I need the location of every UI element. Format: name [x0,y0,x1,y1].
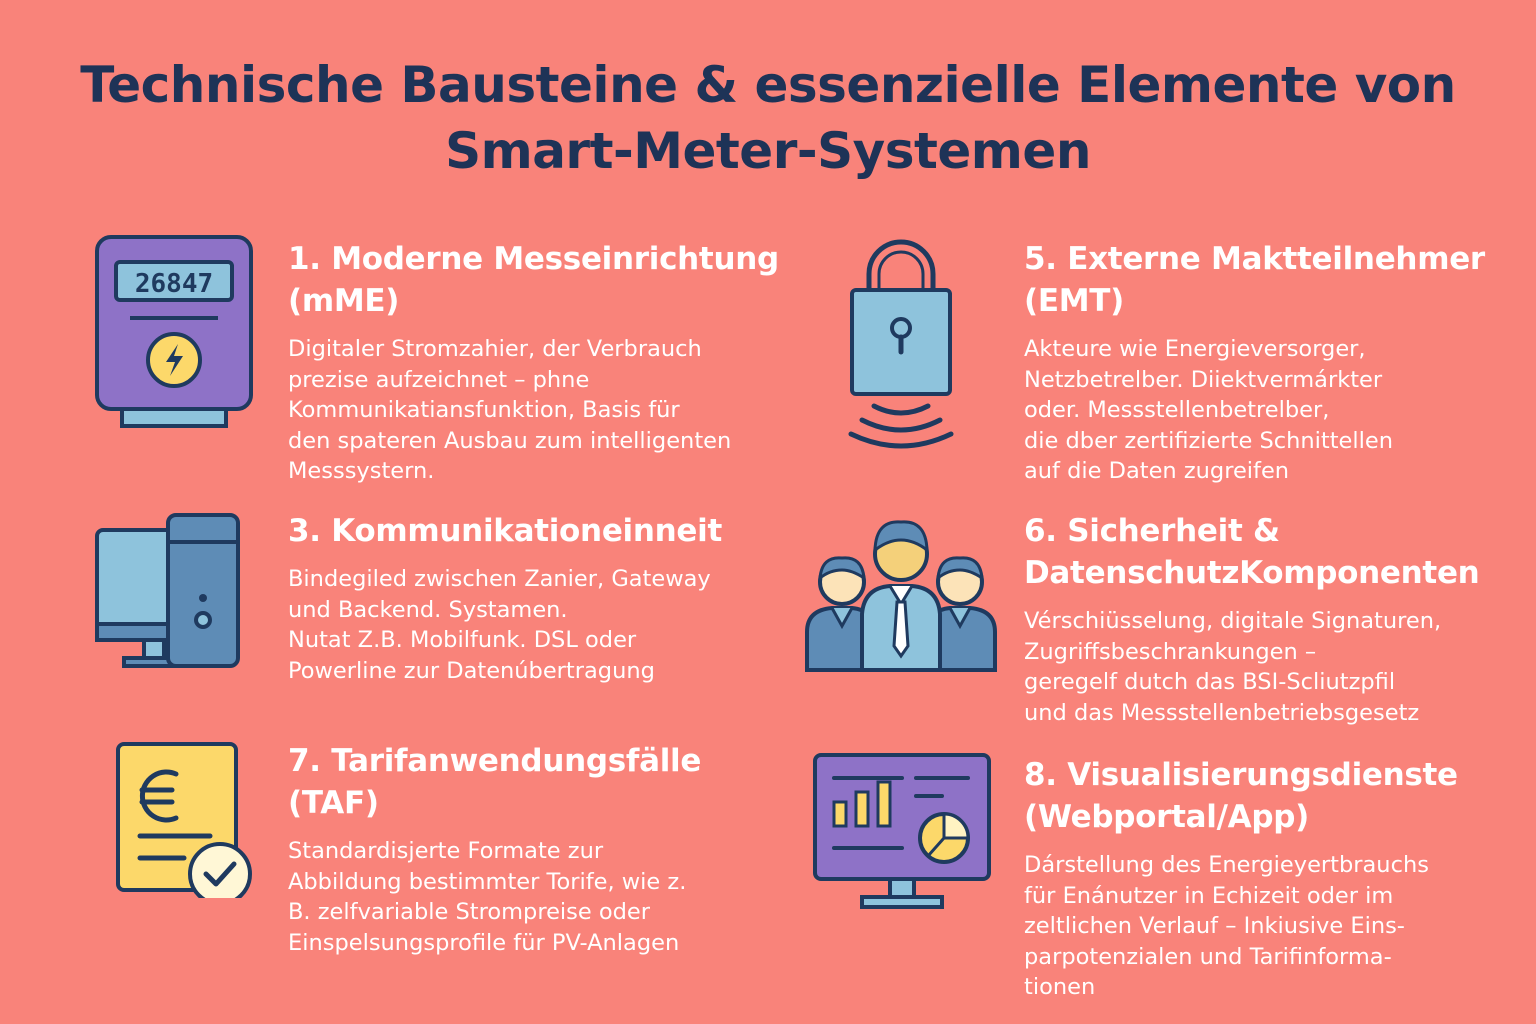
item-heading-line: 5. Externe Maktteilnehmer [1024,241,1485,277]
item-description-line: tionen [1024,974,1096,1000]
item-description-line: B. zelfvariable Strompreise oder [288,899,651,925]
item-description [288,564,722,686]
item-description-line: Digitaler Stromzahier, der Verbrauch [288,336,702,362]
item-description-line: zeltlichen Verlauf – Inkiusive Eins- [1024,913,1405,939]
item-heading [1024,238,1485,322]
item-description [1024,606,1479,728]
item-heading [1024,510,1479,594]
item-description-line: für Enánutzer in Echizeit oder im [1024,882,1394,909]
item-heading-line: (TAF) [288,785,379,821]
page-title-line-2: Smart-Meter-Systemen [445,122,1091,180]
item-heading-line: 6. Sicherheit & [1024,513,1280,549]
item-description-line: Akteure wie Energieversorger, [1024,336,1366,362]
item-description-line: geregelf dutch das BSI-Scliutzpfil [1024,669,1396,695]
item-heading-line: 7. Tarifanwendungsfälle [288,743,702,779]
item-description [1024,850,1458,1003]
item-description-line: Powerline zur Datenúbertragung [288,657,655,684]
item-description-line: auf die Daten zugreifen [1024,458,1290,484]
item-heading-line: DatenschutzKomponenten [1024,555,1480,591]
item-heading-line: 8. Visualisierungsdienste [1024,757,1458,793]
item-description-line: Netzbetrelber. Diiektvermárkter [1024,366,1383,393]
item-description-line: und Backend. Systamen. [288,596,568,623]
item-description-line: Vérschiüsselung, digitale Signaturen, [1024,608,1442,634]
item-description-line: prezise aufzeichnet – phne [288,366,590,393]
item-heading [288,740,701,824]
people-group-icon [804,514,998,674]
item-description [288,836,701,958]
item-heading-line: (Webportal/App) [1024,799,1309,835]
item-description-line: Standardisjerte Formate zur [288,838,604,864]
item-description-line: Dárstellung des Energieyertbrauchs [1024,852,1429,878]
page-title [0,52,1536,184]
item-description-line: Nutat Z.B. Mobilfunk. DSL oder [288,627,637,653]
dashboard-monitor-icon [812,752,992,912]
item-description-line: Messsystern. [288,458,435,484]
item-description-line: parpotenzialen und Tarifinforma- [1024,943,1392,970]
item-description [288,334,779,487]
item-heading [1024,754,1458,838]
item-description [1024,334,1485,487]
item-heading-line: (EMT) [1024,283,1125,319]
item-heading [288,510,722,552]
computer-icon [94,512,244,670]
item-description-line: Abbildung bestimmter Torife, wie z. [288,868,687,895]
item-heading-line: 3. Kommunikationeinneit [288,513,722,549]
item-description-line: Zugriffsbeschrankungen – [1024,638,1317,665]
item-heading-line: (mME) [288,283,400,319]
item-description-line: Einspelsungsprofile für PV-Anlagen [288,929,680,956]
tariff-document-icon [114,740,256,898]
padlock-icon [848,236,954,450]
page-title-line-1: Technische Bausteine & essenzielle Elemente von [80,56,1456,114]
item-description-line: die dber zertifizierte Schnittellen [1024,427,1393,454]
item-description-line: den spateren Ausbau zum intelligenten [288,427,732,454]
item-description-line: und das Messstellenbetriebsgesetz [1024,699,1420,726]
item-description-line: oder. Messstellenbetrelber, [1024,397,1330,423]
item-description-line: Bindegiled zwischen Zanier, Gateway [288,566,711,592]
item-heading-line: 1. Moderne Messeinrichtung [288,241,779,277]
item-description-line: Kommunikatiansfunktion, Basis für [288,397,680,423]
smart-meter-icon [94,234,254,430]
meter-display-text: 26847 [134,269,214,299]
item-heading [288,238,779,322]
